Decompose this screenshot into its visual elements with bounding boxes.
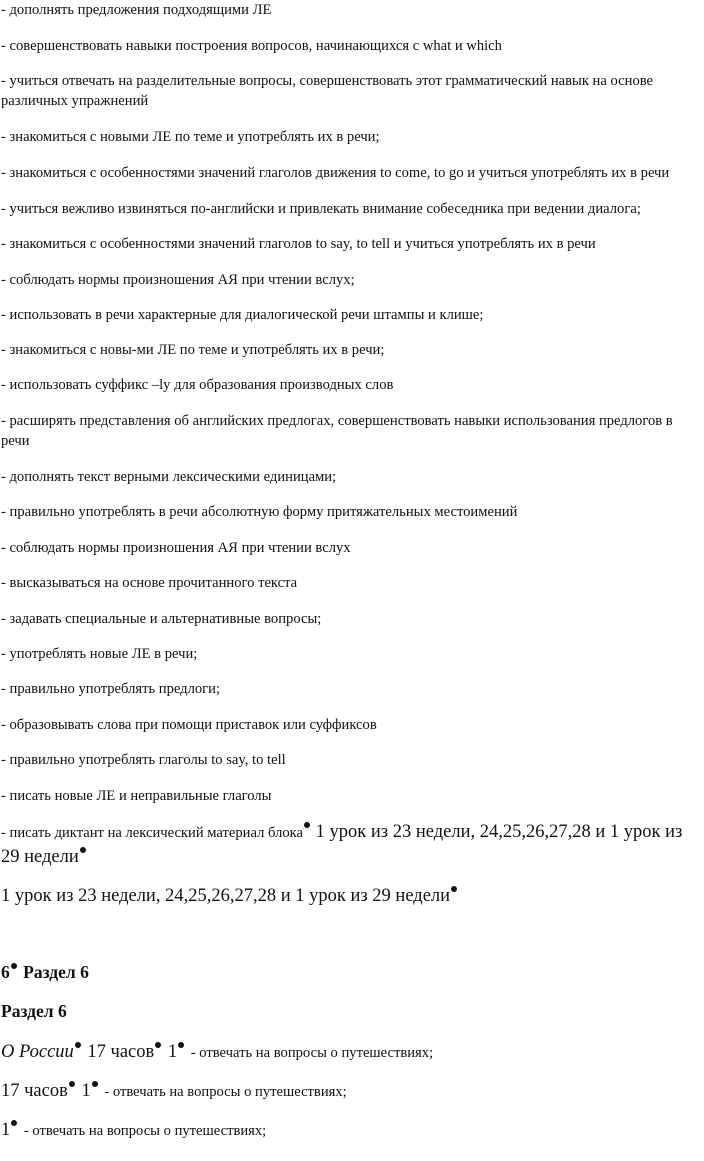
objective-line-6: - учиться вежливо извиняться по-английски и привлекать внимание собеседника при ведении диалога; [1,201,641,217]
section-heading: Раздел 6 [1,1001,67,1021]
objective-line-12: - расширять представления об английских предлогах, совершенствовать навыки использования предлогов в речи [1,413,673,449]
bullet-dot-icon [92,1081,98,1087]
bullet-dot-icon [75,1042,81,1048]
objective-line-7: - знакомиться с особенностями значений глаголов to say, to tell и учиться употреблять их в речи [1,236,596,252]
hours-text: 17 часов [1,1081,68,1101]
lesson-number: 1 [1,1120,11,1140]
bullet-dot-icon [304,822,310,828]
objective-line-11: - использовать суффикс –ly для образования производных слов [1,377,394,393]
objective-line-1: - дополнять предложения подходящими ЛЕ [1,2,272,18]
bullet-dot-icon [155,1042,161,1048]
objective-line-13: - дополнять текст верными лексическими единицами; [1,469,337,485]
topic-title: О России [1,1042,74,1062]
objective-line-15: - соблюдать нормы произношения АЯ при чтении вслух [1,540,351,556]
schedule-text: 1 урок из 23 недели, 24,25,26,27,28 и 1 урок из 29 недели [1,886,451,906]
objective-line-20: - образовывать слова при помощи приставок или суффиксов [1,717,377,733]
objective-line-14: - правильно употреблять в речи абсолютную форму притяжательных местоимений [1,504,518,520]
lesson-line [1,1118,703,1143]
objective-line-3: - учиться отвечать на разделительные вопросы, совершенствовать этот грамматический навык на основе различных упражнений [1,73,654,109]
objective-line-19: - правильно употреблять предлоги; [1,681,221,697]
topic-line [1,1040,703,1065]
bullet-dot-icon [11,1120,17,1126]
objective-line-16: - высказываться на основе прочитанного текста [1,575,298,591]
objective-line-5: - знакомиться с особенностями значений глаголов движения to come, to go и учиться употреблять их в речи [1,165,670,181]
lesson-task: - отвечать на вопросы о путешествиях; [23,1123,267,1139]
objective-line-10: - знакомиться с новы-ми ЛЕ по теме и употреблять их в речи; [1,342,385,358]
objective-line-8: - соблюдать нормы произношения АЯ при чтении вслух; [1,272,355,288]
bullet-dot-icon [11,963,17,969]
section-heading-numbered [1,962,703,982]
dictation-prefix: - писать диктант на лексический материал блока [1,825,304,841]
objective-line-18: - употреблять новые ЛЕ в речи; [1,646,198,662]
objective-line-17: - задавать специальные и альтернативные вопросы; [1,611,322,627]
objective-line-21: - правильно употреблять глаголы to say, to tell [1,752,286,768]
bullet-dot-icon [80,847,86,853]
section-number: 6 [1,962,10,982]
objective-line-2: - совершенствовать навыки построения вопросов, начинающихся с what и which [1,38,502,54]
section-title: Раздел 6 [23,962,89,982]
hours-lesson-number: 1 [81,1081,91,1101]
topic-lesson-number: 1 [167,1042,178,1062]
bullet-dot-icon [451,886,457,892]
objective-line-22: - писать новые ЛЕ и неправильные глаголы [1,788,272,804]
objective-line-4: - знакомиться с новыми ЛЕ по теме и употреблять их в речи; [1,129,380,145]
bullet-dot-icon [178,1042,184,1048]
bullet-dot-icon [69,1081,75,1087]
objective-line-9: - использовать в речи характерные для диалогической речи штампы и клише; [1,307,484,323]
schedule-line [1,884,703,908]
dictation-schedule: 1 урок из 23 недели, 24,25,26,27,28 и 1 урок из 29 недели [1,822,683,867]
dictation-line [1,820,703,870]
topic-task: - отвечать на вопросы о путешествиях; [190,1045,434,1061]
topic-hours: 17 часов [87,1042,155,1062]
hours-task: - отвечать на вопросы о путешествиях; [104,1084,347,1100]
hours-line [1,1079,703,1104]
